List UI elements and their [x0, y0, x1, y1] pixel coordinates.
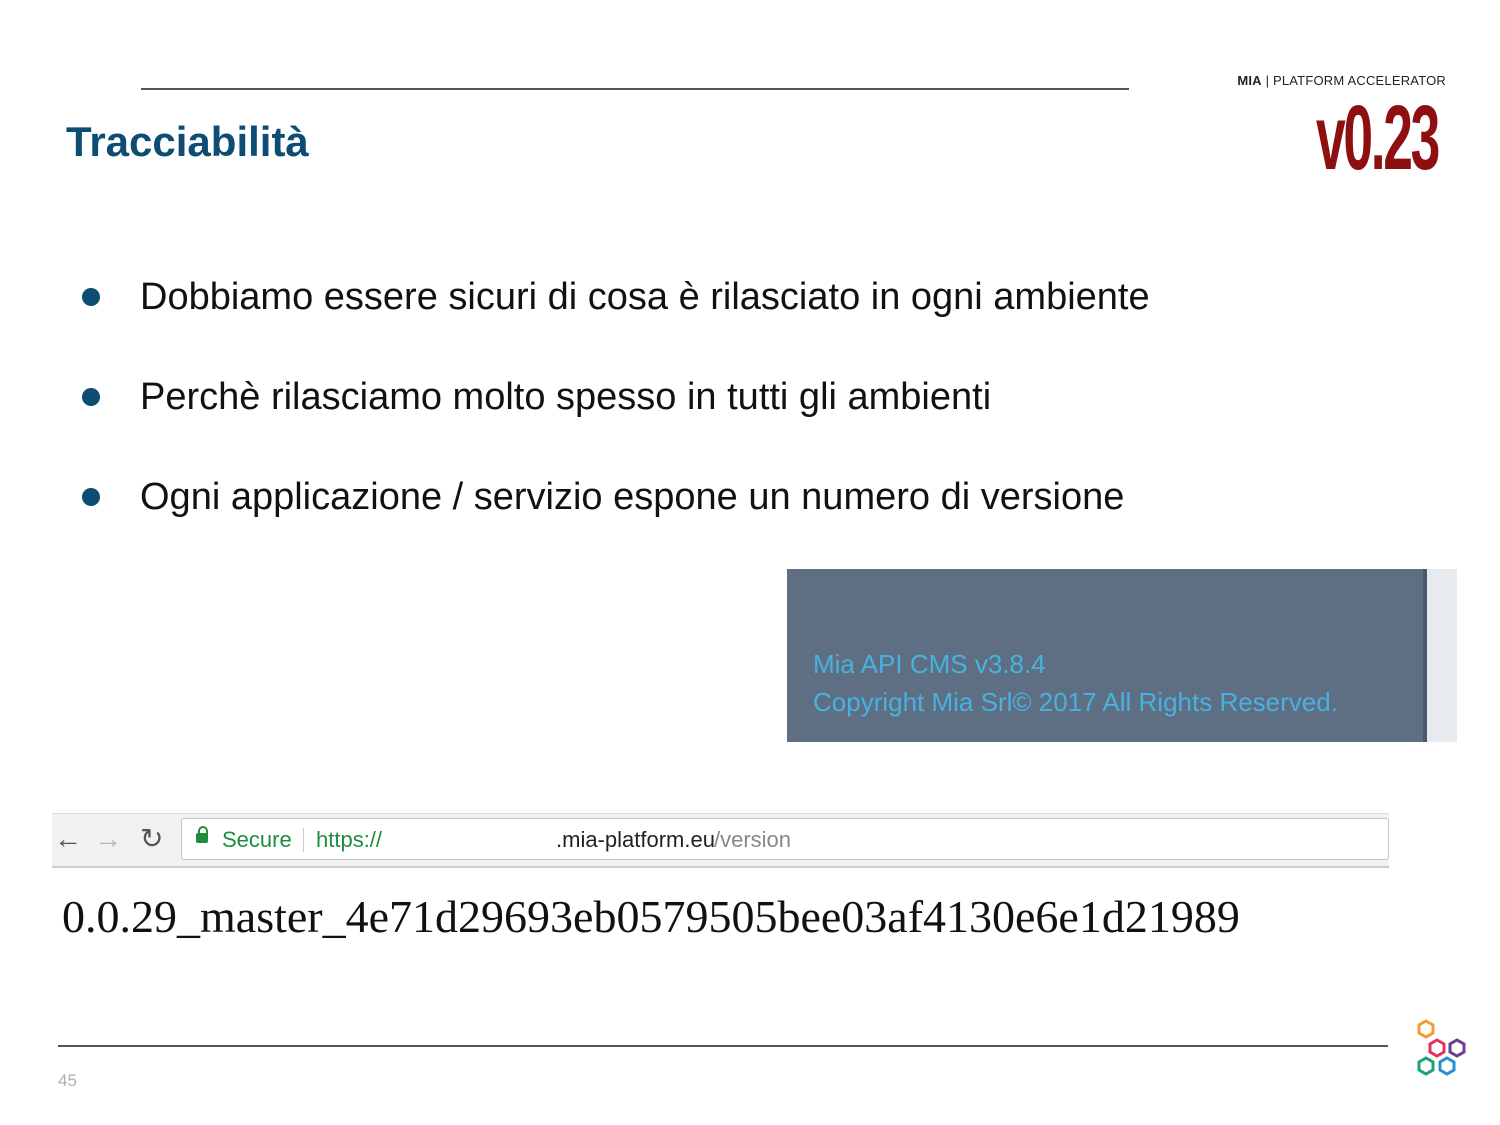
secure-label: Secure — [222, 827, 292, 852]
reload-icon[interactable]: ↻ — [140, 823, 164, 854]
url-scheme: https:// — [316, 827, 383, 852]
url-redaction — [392, 827, 552, 851]
bullet-item — [82, 272, 1150, 322]
bullet-dot-icon — [82, 288, 100, 306]
brand-label — [1237, 73, 1446, 88]
bullet-dot-icon — [82, 488, 100, 506]
cms-version-label: Mia API CMS v3.8.4 — [813, 649, 1046, 679]
bullet-text: Perchè rilasciamo molto spesso in tutti gli ambienti — [140, 375, 992, 418]
footer-divider — [58, 1045, 1388, 1047]
browser-toolbar — [52, 813, 1389, 868]
bullet-list — [82, 272, 1150, 572]
page-number: 45 — [58, 1071, 77, 1090]
url-host: .mia-platform.eu — [556, 827, 715, 852]
version-tag: v0.23 — [1316, 87, 1438, 189]
back-arrow-icon[interactable]: ← — [54, 823, 82, 854]
url-separator — [303, 828, 304, 852]
bullet-dot-icon — [82, 388, 100, 406]
cms-scrollbar[interactable] — [1427, 569, 1457, 742]
brand-subtitle: | PLATFORM ACCELERATOR — [1261, 73, 1446, 88]
cms-footer-screenshot — [787, 569, 1457, 742]
bullet-text: Dobbiamo essere sicuri di cosa è rilasciato in ogni ambiente — [140, 275, 1150, 318]
forward-arrow-icon[interactable]: → — [94, 823, 122, 854]
cms-footer-text — [813, 645, 1338, 721]
bullet-text: Ogni applicazione / servizio espone un numero di versione — [140, 475, 1125, 518]
brand-name: MIA — [1237, 73, 1262, 88]
header-divider — [141, 88, 1129, 90]
mia-hexagon-logo-icon — [1412, 1018, 1472, 1080]
slide-title: Tracciabilità — [66, 118, 309, 165]
lock-icon — [196, 833, 208, 843]
version-response-text: 0.0.29_master_4e71d29693eb0579505bee03af4130e6e1d21989 — [62, 891, 1240, 942]
cms-copyright-label: Copyright Mia Srl© 2017 All Rights Reserved. — [813, 687, 1338, 717]
bullet-item — [82, 472, 1150, 522]
address-bar[interactable] — [181, 818, 1389, 860]
url-path: /version — [714, 827, 792, 852]
bullet-item — [82, 372, 1150, 422]
